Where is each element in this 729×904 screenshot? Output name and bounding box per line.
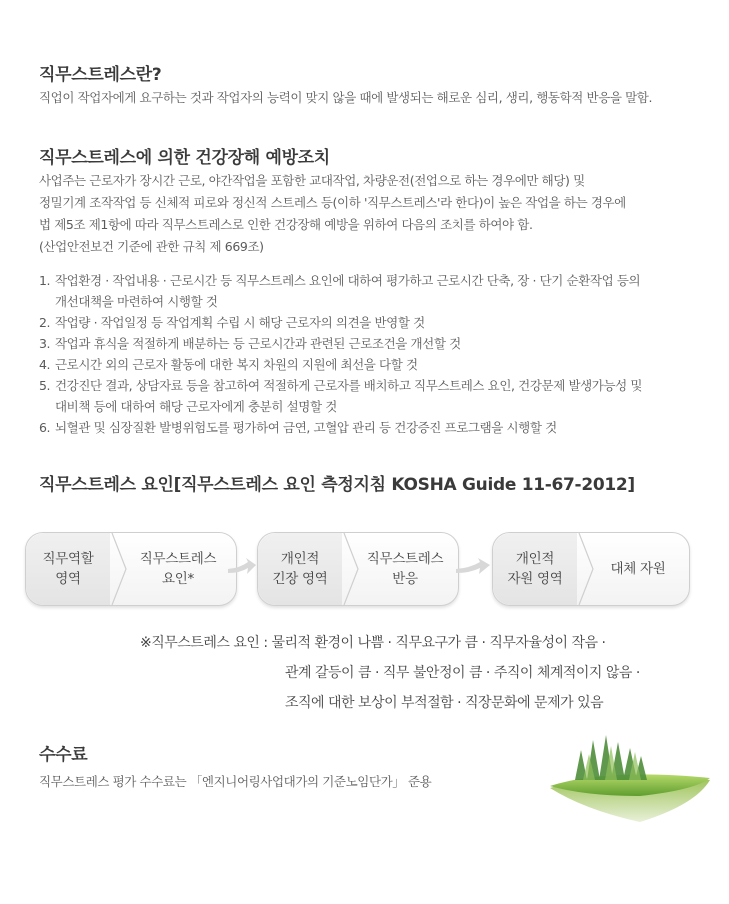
flow-box-right-label: 직무스트레스 요인*: [139, 551, 217, 587]
section-title-job-stress: 직무스트레스란?: [39, 65, 162, 85]
list-item: 2. 작업량 · 작업일정 등 작업계획 수립 시 해당 근로자의 의견을 반영할 것: [39, 315, 425, 330]
paragraph-line: 법 제5조 제1항에 따라 직무스트레스로 인한 건강장해 예방을 위하여 다음의 조치를 하여야 함.: [39, 217, 533, 232]
flow-box-left-label: 개인적 긴장 영역: [258, 533, 342, 605]
paragraph-line: 사업주는 근로자가 장시간 근로, 야간작업을 포함한 교대작업, 차량운전(전업으로 하는 경우에만 해당) 및: [39, 173, 585, 188]
fee-text: 직무스트레스 평가 수수료는 「엔지니어링사업대가의 기준노임단가」 준용: [39, 774, 432, 789]
flow-box-right-label: 직무스트레스 반응: [366, 551, 444, 587]
flow-box-right-label: 대체 자원: [610, 561, 666, 577]
flow-box-left-label: 직무역할 영역: [26, 533, 110, 605]
list-item: 6. 뇌혈관 및 심장질환 발병위험도를 평가하여 금연, 고혈압 관리 등 건강증진 프로그램을 시행할 것: [39, 420, 557, 435]
flow-box-strain: [257, 532, 459, 606]
flow-box-role: [25, 532, 237, 606]
section-title-prevention: 직무스트레스에 의한 건강장해 예방조치: [39, 148, 330, 168]
list-item: 5. 건강진단 결과, 상담자료 등을 참고하여 적절하게 근로자를 배치하고 직무스트레스 요인, 건강문제 발생가능성 및: [39, 378, 643, 393]
list-item: 4. 근로시간 외의 근로자 활동에 대한 복지 차원의 지원에 최선을 다할 것: [39, 357, 418, 372]
flow-arrow-icon: [456, 556, 490, 580]
prevention-list: [39, 270, 642, 438]
list-item: 1. 작업환경 · 작업내용 · 근로시간 등 직무스트레스 요인에 대하여 평가하고 근로시간 단축, 장 · 단기 순환작업 등의: [39, 273, 641, 288]
section-title-fee: 수수료: [39, 745, 88, 765]
list-item-continuation: 개선대책을 마련하여 시행할 것: [55, 294, 218, 309]
job-stress-definition: 직업이 작업자에게 요구하는 것과 작업자의 능력이 맞지 않을 때에 발생되는 해로운 심리, 생리, 행동학적 반응을 말함.: [39, 90, 653, 105]
stress-factor-note: ※직무스트레스 요인 : 물리적 환경이 나쁨 · 직무요구가 큼 · 직무자율성이 작음 ·: [140, 635, 606, 651]
flow-arrow-icon: [228, 556, 256, 580]
list-item-continuation: 대비책 등에 대하여 해당 근로자에게 충분히 설명할 것: [55, 399, 337, 414]
stress-factor-note: 관계 갈등이 큼 · 직무 불안정이 큼 · 주직이 체계적이지 않음 ·: [285, 665, 640, 681]
flow-box-resource: [492, 532, 690, 606]
forest-island-image: [545, 730, 715, 830]
paragraph-line: (산업안전보건 기준에 관한 규칙 제 669조): [39, 239, 264, 254]
stress-factor-note: 조직에 대한 보상이 부적절함 · 직장문화에 문제가 있음: [285, 695, 604, 711]
section-title-stress-factors: 직무스트레스 요인[직무스트레스 요인 측정지침 KOSHA Guide 11-67-2012]: [39, 475, 635, 495]
flow-box-left-label: 개인적 자원 영역: [493, 533, 577, 605]
list-item: 3. 작업과 휴식을 적절하게 배분하는 등 근로시간과 관련된 근로조건을 개선할 것: [39, 336, 461, 351]
prevention-paragraph: [39, 170, 626, 258]
paragraph-line: 정밀기계 조작작업 등 신체적 피로와 정신적 스트레스 등(이하 '직무스트레스'라 한다)이 높은 작업을 하는 경우에: [39, 195, 626, 210]
